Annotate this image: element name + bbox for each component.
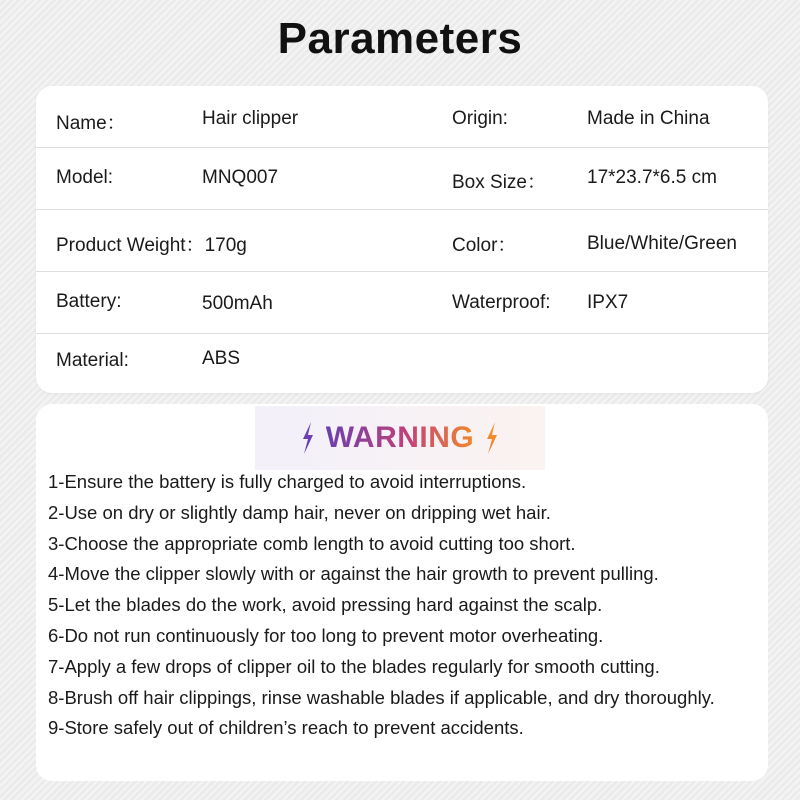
warning-item: 3-Choose the appropriate comb length to avoid cutting too short.	[48, 532, 576, 554]
page-title: Parameters	[277, 14, 523, 63]
param-label-origin: Origin:	[452, 108, 508, 129]
lightning-bolt-icon	[300, 421, 316, 455]
param-label-weight	[56, 230, 247, 257]
param-value-waterproof: IPX7	[587, 292, 629, 313]
warning-card	[36, 404, 768, 781]
param-value-model: MNQ007	[202, 167, 279, 188]
param-value-weight: 170g	[204, 235, 247, 256]
warning-item: 4-Move the clipper slowly with or against the hair growth to prevent pulling.	[48, 563, 659, 585]
param-value-material: ABS	[202, 348, 241, 369]
warning-item: 7-Apply a few drops of clipper oil to the blades regularly for smooth cutting.	[48, 655, 660, 677]
warning-item: 9-Store safely out of children’s reach to prevent accidents.	[48, 717, 524, 739]
warning-banner	[255, 406, 545, 470]
param-value-box-size: 17*23.7*6.5 cm	[587, 167, 717, 188]
param-value-origin: Made in China	[587, 108, 710, 129]
param-label-battery: Battery:	[56, 291, 122, 312]
warning-item: 8-Brush off hair clippings, rinse washable blades if applicable, and dry thoroughly.	[48, 686, 715, 708]
warning-item: 2-Use on dry or slightly damp hair, never on dripping wet hair.	[48, 501, 551, 523]
param-label-color: Color：	[452, 235, 517, 256]
param-label-box-size: Box Size：	[452, 172, 546, 193]
param-label-waterproof: Waterproof:	[452, 292, 551, 313]
param-row-battery	[36, 272, 768, 334]
param-value-color: Blue/White/Green	[587, 233, 737, 254]
param-row-model	[36, 148, 768, 210]
lightning-bolt-icon	[484, 421, 500, 455]
warning-item: 1-Ensure the battery is fully charged to avoid interruptions.	[48, 471, 527, 492]
warning-list	[48, 467, 763, 744]
warning-item: 6-Do not run continuously for too long to prevent motor overheating.	[48, 624, 604, 646]
param-row-name	[36, 86, 768, 148]
parameters-table	[36, 86, 768, 393]
param-value-name: Hair clipper	[202, 108, 299, 129]
warning-heading: WARNING	[325, 421, 475, 454]
param-label-model: Model:	[56, 167, 114, 188]
param-value-battery: 500mAh	[202, 293, 273, 314]
param-label-weight-text: Product Weight：	[56, 235, 205, 256]
param-label-name: Name：	[56, 113, 126, 134]
param-row-material	[36, 334, 768, 396]
warning-item: 5-Let the blades do the work, avoid pressing hard against the scalp.	[48, 594, 603, 616]
param-row-weight	[36, 210, 768, 272]
param-label-material: Material:	[56, 350, 129, 371]
